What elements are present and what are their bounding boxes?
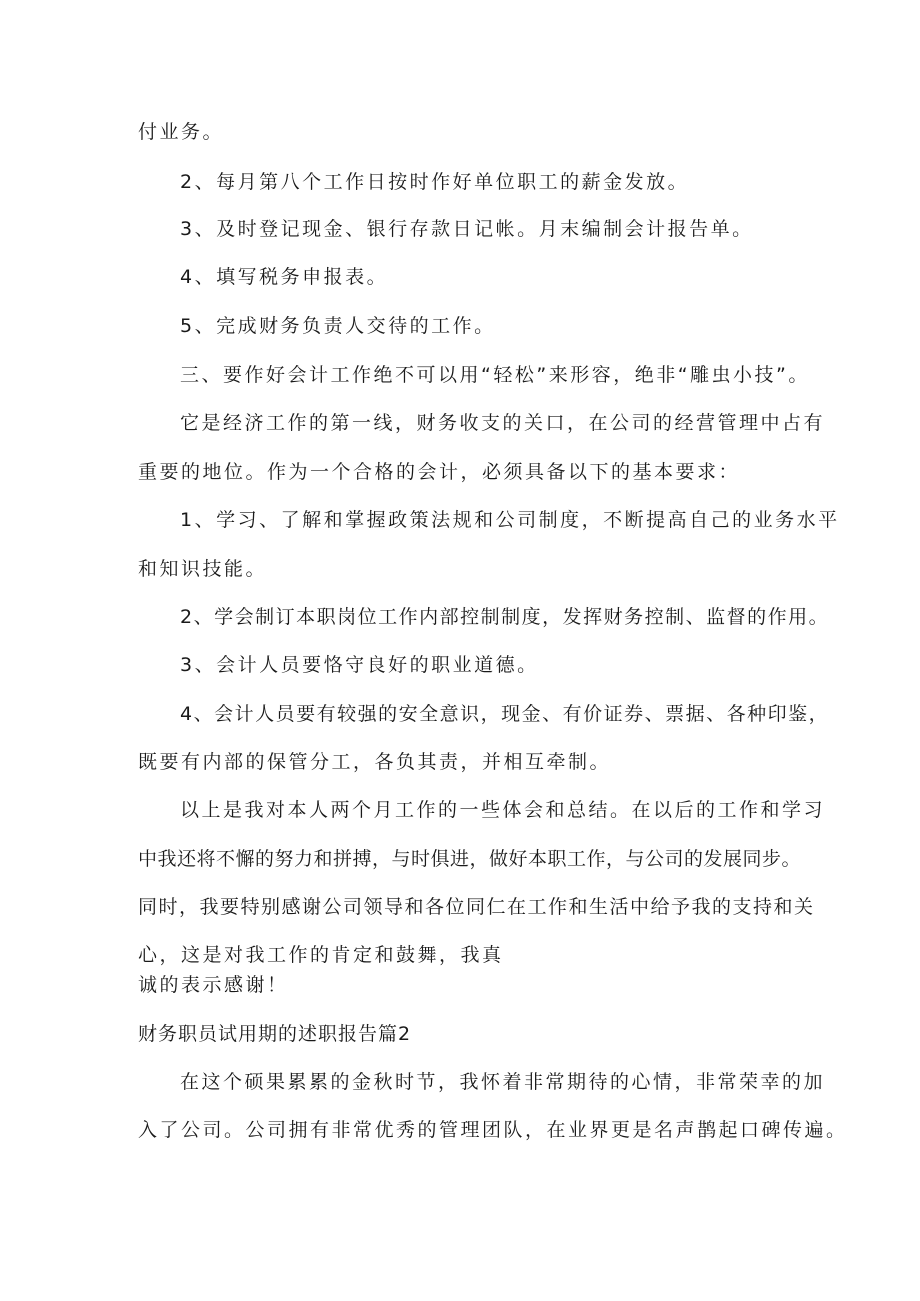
text-line-3: 3、及时登记现金、银行存款日记帐。月末编制会计报告单。 <box>180 218 754 240</box>
text-line-12: 3、会计人员要恪守良好的职业道德。 <box>180 654 539 676</box>
text-line-11: 2、学会制订本职岗位工作内部控制制度，发挥财务控制、监督的作用。 <box>180 606 830 628</box>
text-line-21: 在这个硕果累累的金秋时节，我怀着非常期待的心情，非常荣幸的加 <box>180 1071 826 1093</box>
text-line-16: 中我还将不懈的努力和拼搏，与时俱进，做好本职工作，与公司的发展同步。 <box>138 848 802 870</box>
text-line-4: 4、填写税务申报表。 <box>180 266 389 288</box>
text-line-14: 既要有内部的保管分工，各负其责，并相互牵制。 <box>138 751 612 773</box>
section-heading: 财务职员试用期的述职报告篇2 <box>138 1023 412 1045</box>
text-line-1: 付业务。 <box>138 121 225 143</box>
text-line-22: 入了公司。公司拥有非常优秀的管理团队，在业界更是名声鹊起口碑传遍。 <box>138 1119 848 1141</box>
text-line-10: 和知识技能。 <box>138 558 268 580</box>
text-line-19: 诚的表示感谢！ <box>138 974 289 996</box>
text-line-17: 同时，我要特别感谢公司领导和各位同仁在工作和生活中给予我的支持和关 <box>138 896 815 918</box>
text-line-6: 三、要作好会计工作绝不可以用“轻松”来形容，绝非“雕虫小技”。 <box>180 364 810 386</box>
text-line-8: 重要的地位。作为一个合格的会计，必须具备以下的基本要求： <box>138 461 741 483</box>
text-line-13: 4、会计人员要有较强的安全意识，现金、有价证券、票据、各种印鉴， <box>180 703 830 725</box>
text-line-9: 1、学习、了解和掌握政策法规和公司制度，不断提高自己的业务水平 <box>180 509 840 531</box>
text-line-5: 5、完成财务负责人交待的工作。 <box>180 315 496 337</box>
text-line-15: 以上是我对本人两个月工作的一些体会和总结。在以后的工作和学习 <box>180 799 826 821</box>
text-line-18: 心，这是对我工作的肯定和鼓舞，我真 <box>138 944 504 966</box>
text-line-7: 它是经济工作的第一线，财务收支的关口，在公司的经营管理中占有 <box>180 412 826 434</box>
text-line-2: 2、每月第八个工作日按时作好单位职工的薪金发放。 <box>180 171 690 193</box>
